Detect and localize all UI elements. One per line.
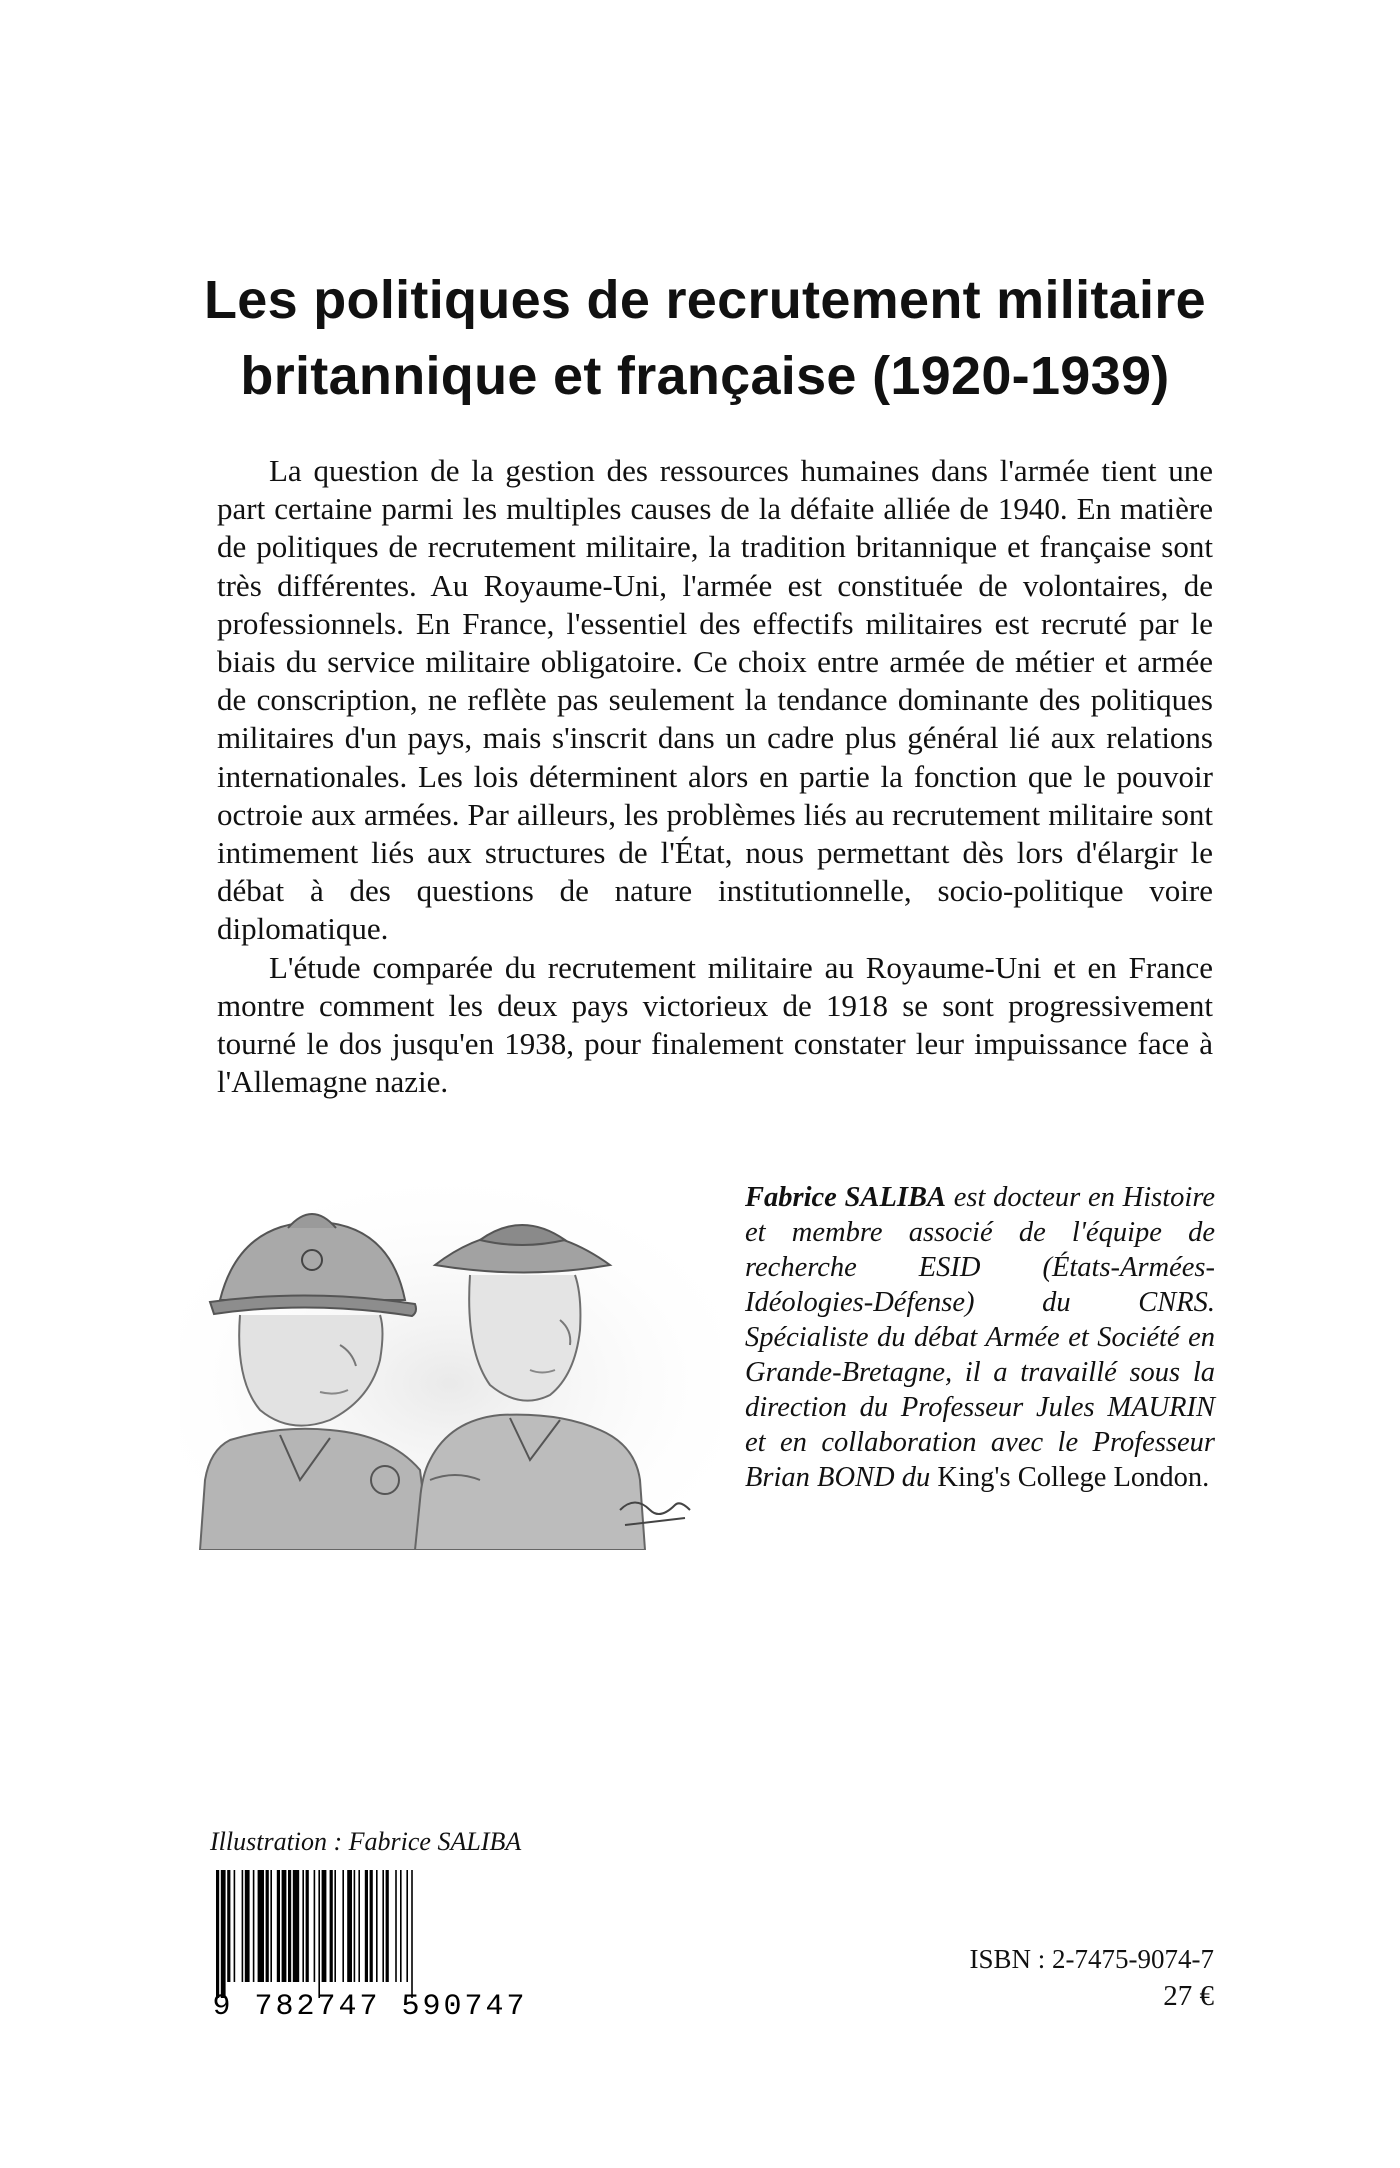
barcode-bar <box>266 1870 269 1982</box>
barcode-bar <box>288 1870 291 1982</box>
title-line-1: Les politiques de recrutement militaire <box>204 270 1206 330</box>
barcode-bar <box>302 1870 304 1982</box>
isbn-barcode <box>198 1870 543 2020</box>
barcode-digits: 9 782747 590747 <box>212 1990 528 2020</box>
barcode-bar <box>358 1870 360 1982</box>
isbn-number: ISBN : 2-7475-9074-7 <box>969 1944 1214 1974</box>
author-institution: King's College London. <box>937 1462 1210 1493</box>
title-line-2: britannique et française (1920-1939) <box>240 346 1170 406</box>
barcode-bar <box>406 1870 408 1982</box>
barcode-bar <box>270 1870 272 1982</box>
barcode-bar <box>293 1870 299 1982</box>
barcode-bar <box>221 1870 226 1998</box>
barcode-bar <box>258 1870 264 1982</box>
summary-paragraph-1: La question de la gestion des ressources humaines dans l'armée tient une part certaine parmi les multiples causes de la défaite alliée de 1940. En matière de politiques de recrutement militaire, la tradition britannique et française sont très différentes. Au Royaume-Uni, l'armée est constituée de volontaires, de professionnels. En France, l'essentiel des effectifs militaires est recruté par le biais du service militaire obligatoire. Ce choix entre armée de métier et armée de conscription, ne reflète pas seulement la tendance dominante des politiques militaires d'un pays, mais s'inscrit dans un cadre plus général lié aux relations internationales. Les lois déterminent alors en partie la fonction que le pouvoir octroie aux armées. Par ailleurs, les problèmes liés au recrutement militaire sont intimement liés aux structures de l'État, nous permettant dès lors d'élargir le débat à des questions de nature institutionnelle, socio-politique voire diplomatique. <box>217 453 1213 947</box>
barcode-bar <box>306 1870 309 1982</box>
barcode-bar <box>322 1870 327 1982</box>
soldiers-sketch-illustration <box>180 1180 720 1550</box>
barcode-bar <box>347 1870 352 1982</box>
barcode-bar <box>277 1870 280 1982</box>
barcode-bar <box>234 1870 236 1982</box>
barcode-bar <box>216 1870 219 1998</box>
barcode-bar <box>318 1870 320 1998</box>
barcode-bar <box>330 1870 333 1982</box>
summary-text <box>217 452 1213 1101</box>
barcode-bar <box>354 1870 356 1982</box>
barcode-bar <box>227 1870 230 1982</box>
author-biography <box>745 1180 1215 1495</box>
barcode-bar <box>253 1870 255 1982</box>
barcode-bar <box>334 1870 336 1982</box>
barcode-bar <box>376 1870 378 1982</box>
barcode-bar <box>242 1870 244 1982</box>
barcode-bar <box>342 1870 344 1982</box>
barcode-bar <box>395 1870 397 1982</box>
author-name: Fabrice SALIBA <box>745 1182 946 1213</box>
barcode-bar <box>245 1870 250 1982</box>
book-price: 27 € <box>1163 1980 1214 2012</box>
summary-paragraph-2: L'étude comparée du recrutement militaire au Royaume-Uni et en France montre comment les deux pays victorieux de 1918 se sont progressivement tourné le dos jusqu'en 1938, pour finalement constater leur impuissance face à l'Allemagne nazie. <box>217 949 1213 1100</box>
barcode-bar <box>382 1870 384 1982</box>
illustration-credit: Illustration : Fabrice SALIBA <box>210 1827 522 1856</box>
barcode-bar <box>365 1870 368 1982</box>
barcode-bar <box>370 1870 373 1982</box>
barcode-bar <box>314 1870 316 1982</box>
barcode-bar <box>411 1870 413 1998</box>
barcode-bar <box>400 1870 402 1982</box>
book-title <box>180 262 1230 414</box>
author-bio-text: est docteur en Histoire et membre associé de l'équipe de recherche ESID (États-Armées-Idéologies-Défense) du CNRS. Spécialiste du débat Armée et Société en Grande-Bretagne, il a travaillé sous la direction du Professeur Jules MAURIN et en collaboration avec le Professeur Brian BOND du <box>745 1182 1215 1493</box>
barcode-bar <box>282 1870 287 1982</box>
barcode-bar <box>386 1870 389 1982</box>
